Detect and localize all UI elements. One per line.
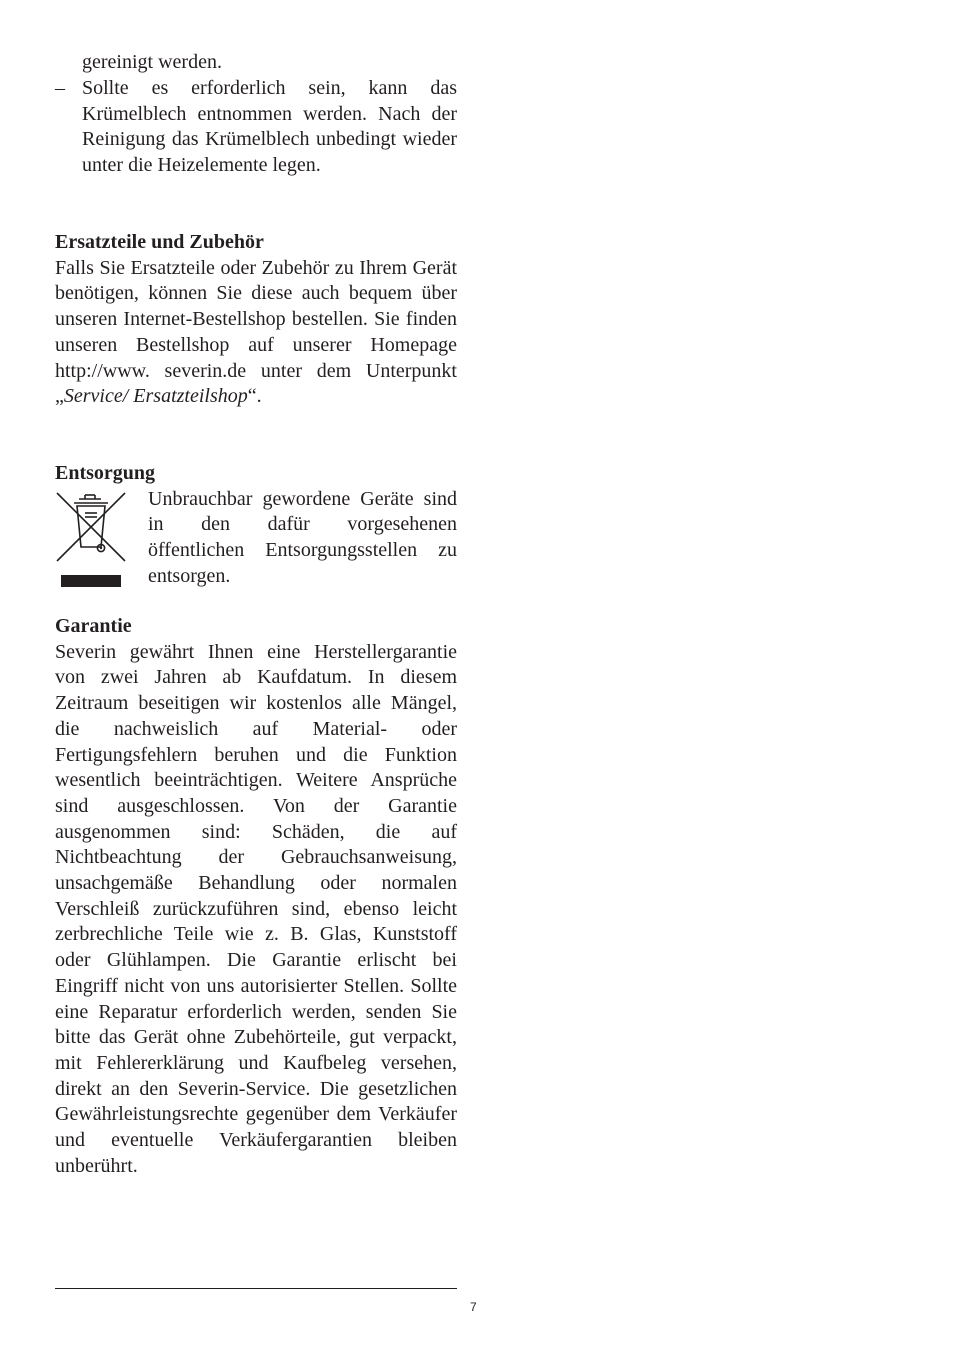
spare-parts-paragraph [55, 256, 457, 410]
page-number: 7 [470, 1300, 477, 1314]
warranty-text: Severin gewährt Ihnen eine Herstellergarantie von zwei Jahren ab Kaufdatum. In diesem Zeitraum beseitigen wir kostenlos alle Mängel, die nachweislich auf Material- oder Fertigungsfehlern beruhen und die Funktion wesentlich beeinträchtigen. Weitere Ansprüche sind ausgeschlossen. Von der Garantie ausgenommen sind: Schäden, die auf Nichtbeachtung der Gebrauchsanweisung, unsachgemäße Behandlung oder normalen Verschleiß zurückzuführen sind, ebenso leicht zerbrechliche Teile wie z. B. Glas, Kunststoff oder Glühlampen. Die Garantie erlischt bei Eingriff nicht von uns autorisierter Stellen. Sollte eine Reparatur erforderlich werden, senden Sie bitte das Gerät ohne Zubehörteile, gut verpackt, mit Fehlererklärung und Kaufbeleg versehen, direkt an den Severin-Service. Die gesetzlichen Gewährleistungsrechte gegenüber dem Verkäufer und eventuelle Verkäufergarantien bleiben unberührt. [55, 640, 457, 1177]
spare-parts-text: Falls Sie Ersatzteile oder Zubehör zu Ihrem Gerät benötigen, können Sie diese auch bequem über unseren Internet-Bestellshop bestellen. Sie finden unseren Bestellshop auf unserer Homepage http://www. severin.de unter dem Unterpunkt „ [55, 256, 457, 408]
crossed-out-wheelie-bin-icon [55, 491, 127, 587]
disposal-heading: Entsorgung [55, 462, 156, 484]
continuation-line: gereinigt werden. [82, 51, 222, 73]
spare-parts-shop-path: Service/ Ersatzteilshop [63, 385, 248, 408]
disposal-text: Unbrauchbar gewordene Geräte sind in den dafür vorgesehenen öffentlichen Entsorgungsstellen zu entsorgen. [148, 487, 457, 587]
spare-parts-text-end: “. [247, 385, 262, 408]
bullet-dash: – [55, 77, 65, 99]
footer-rule [55, 1288, 457, 1289]
section-spare-parts [55, 230, 457, 410]
spare-parts-heading: Ersatzteile und Zubehör [55, 231, 264, 253]
section-warranty [55, 614, 457, 1179]
disposal-body [55, 487, 457, 597]
bullet-text: Sollte es erforderlich sein, kann das Krümelblech entnommen werden. Nach der Reinigung das Krümelblech unbedingt wieder unter die Heizelemente legen. [82, 77, 457, 177]
warranty-heading: Garantie [55, 615, 132, 637]
section-disposal [55, 461, 457, 597]
